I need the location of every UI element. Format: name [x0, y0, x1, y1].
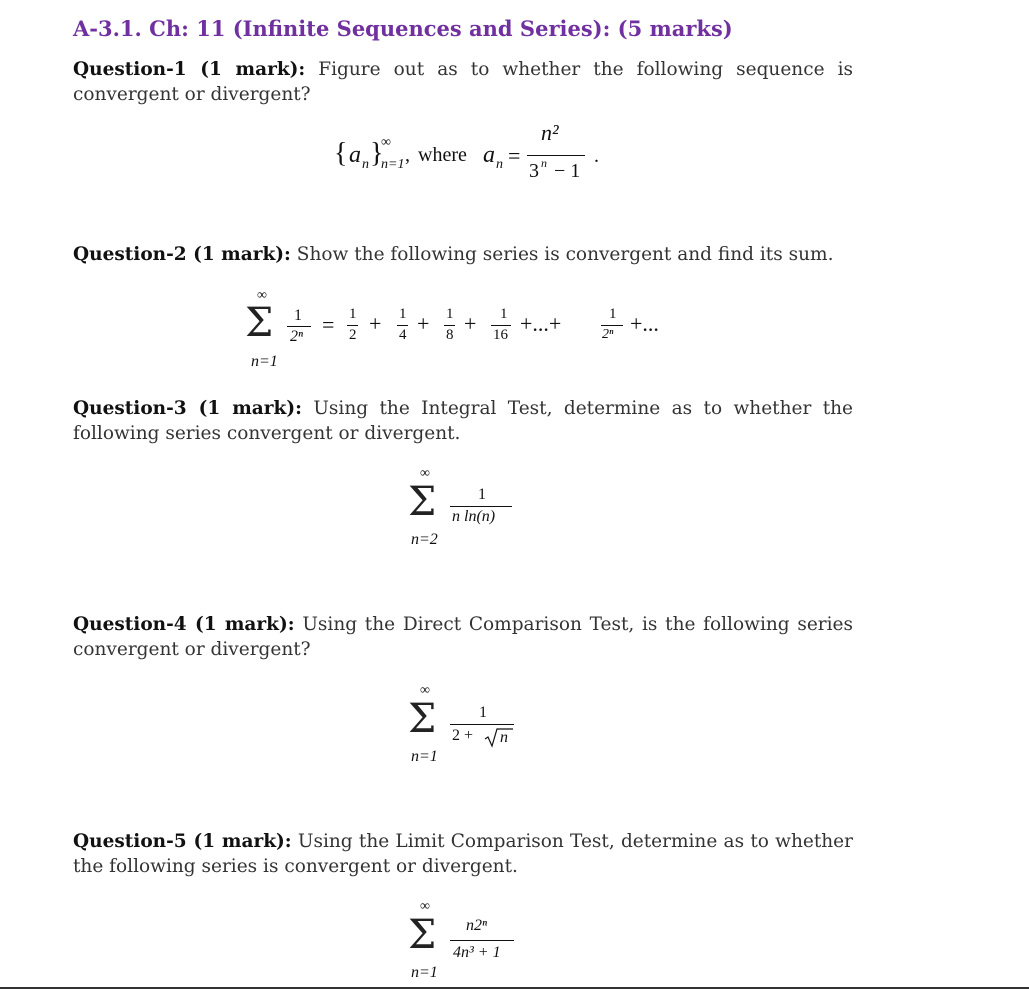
- q2-plus-3: +: [464, 311, 477, 336]
- q5-num: n2ⁿ: [466, 917, 488, 934]
- q1-range: n=1: [381, 157, 405, 172]
- question-1-text: Figure out as to whether the following sequence is convergent or divergent?: [73, 59, 853, 105]
- question-2-label: Question-2 (1 mark):: [73, 244, 291, 265]
- q2-lower: n=1: [251, 353, 278, 370]
- q3-sigma: Σ: [408, 479, 437, 525]
- q5-sigma: Σ: [408, 912, 437, 958]
- question-2: [73, 242, 853, 267]
- q1-den-base: 3: [529, 160, 539, 182]
- question-5: [73, 829, 853, 879]
- q2-term-num: 1: [294, 307, 302, 324]
- q2-frac2-den: 4: [399, 327, 407, 343]
- q2-dots-plus: +...+: [520, 311, 562, 336]
- q4-lower: n=1: [411, 748, 438, 765]
- question-3: [73, 396, 853, 446]
- question-5-text: Using the Limit Comparison Test, determine as to whether the following series is convergent or divergent.: [73, 831, 853, 877]
- q1-a2: a: [483, 142, 495, 168]
- q2-tail-dots: +...: [630, 311, 659, 336]
- q4-num: 1: [479, 704, 487, 721]
- q1-infinity: ∞: [381, 135, 391, 150]
- q1-den-rest: − 1: [549, 160, 581, 182]
- q2-frac3-bar: [444, 325, 455, 326]
- section-heading: A-3.1. Ch: 11 (Infinite Sequences and Series): (5 marks): [73, 16, 733, 41]
- q5-den: 4n³ + 1: [453, 944, 501, 961]
- q4-sqrt-sign: [484, 727, 514, 749]
- q5-infinity: ∞: [420, 899, 430, 914]
- q3-num: 1: [478, 486, 486, 503]
- q3-fraction-bar: [450, 506, 512, 507]
- q1-brace-open: {: [334, 138, 348, 169]
- q2-frac3-num: 1: [446, 306, 454, 322]
- q2-frac2-bar: [397, 325, 408, 326]
- q5-lower: n=1: [411, 964, 438, 981]
- question-2-text: Show the following series is convergent and find its sum.: [296, 244, 834, 265]
- q2-frac1-den: 2: [349, 327, 357, 343]
- question-1-label: Question-1 (1 mark):: [73, 59, 306, 80]
- q2-infinity: ∞: [257, 288, 267, 303]
- q4-den-root: n: [500, 729, 508, 746]
- q2-frac2-num: 1: [399, 306, 407, 322]
- q1-a: a: [349, 142, 361, 168]
- q1-comma: ,: [405, 144, 410, 166]
- question-4-label: Question-4 (1 mark):: [73, 614, 295, 635]
- q3-infinity: ∞: [420, 466, 430, 481]
- q2-plus-1: +: [369, 311, 382, 336]
- question-4-text: Using the Direct Comparison Test, is the following series convergent or divergent?: [73, 614, 853, 660]
- q4-sigma: Σ: [408, 696, 437, 742]
- bottom-rule: [0, 987, 1029, 989]
- q1-period: .: [594, 145, 599, 167]
- q2-general-den: 2ⁿ: [602, 327, 614, 342]
- question-3-text: Using the Integral Test, determine as to whether the following series convergent or divergent.: [73, 398, 854, 444]
- q1-equals: =: [508, 143, 521, 168]
- q2-frac4-den: 16: [493, 327, 508, 343]
- q3-lower: n=2: [411, 531, 438, 548]
- q2-plus-2: +: [417, 311, 430, 336]
- question-4: [73, 612, 853, 662]
- q5-fraction-bar: [450, 940, 514, 941]
- q1-fraction-bar: [527, 155, 585, 156]
- q1-where: where: [418, 144, 467, 166]
- q2-general-bar: [601, 325, 623, 326]
- q1-sub-n: n: [362, 157, 369, 172]
- q2-frac1-num: 1: [349, 306, 357, 322]
- q2-frac3-den: 8: [446, 327, 454, 343]
- q2-sigma: Σ: [245, 300, 274, 346]
- q1-numerator: n²: [541, 120, 559, 145]
- q2-frac4-num: 1: [500, 306, 508, 322]
- q1-den-exp: n: [541, 156, 547, 170]
- question-5-label: Question-5 (1 mark):: [73, 831, 292, 852]
- q2-term-bar: [287, 326, 311, 327]
- q1-brace-close: }: [370, 138, 384, 169]
- q2-equals: =: [322, 312, 335, 337]
- question-1: [73, 57, 853, 107]
- q2-term-den: 2ⁿ: [290, 328, 304, 345]
- q4-den-left: 2 +: [452, 727, 478, 744]
- q4-fraction-bar: [450, 724, 514, 725]
- q2-general-num: 1: [609, 306, 617, 322]
- q3-den: n ln(n): [452, 508, 496, 525]
- q4-infinity: ∞: [420, 683, 430, 698]
- q2-frac1-bar: [347, 325, 358, 326]
- q2-frac4-bar: [491, 325, 511, 326]
- question-3-label: Question-3 (1 mark):: [73, 398, 302, 419]
- q1-sub-n2: n: [496, 157, 503, 172]
